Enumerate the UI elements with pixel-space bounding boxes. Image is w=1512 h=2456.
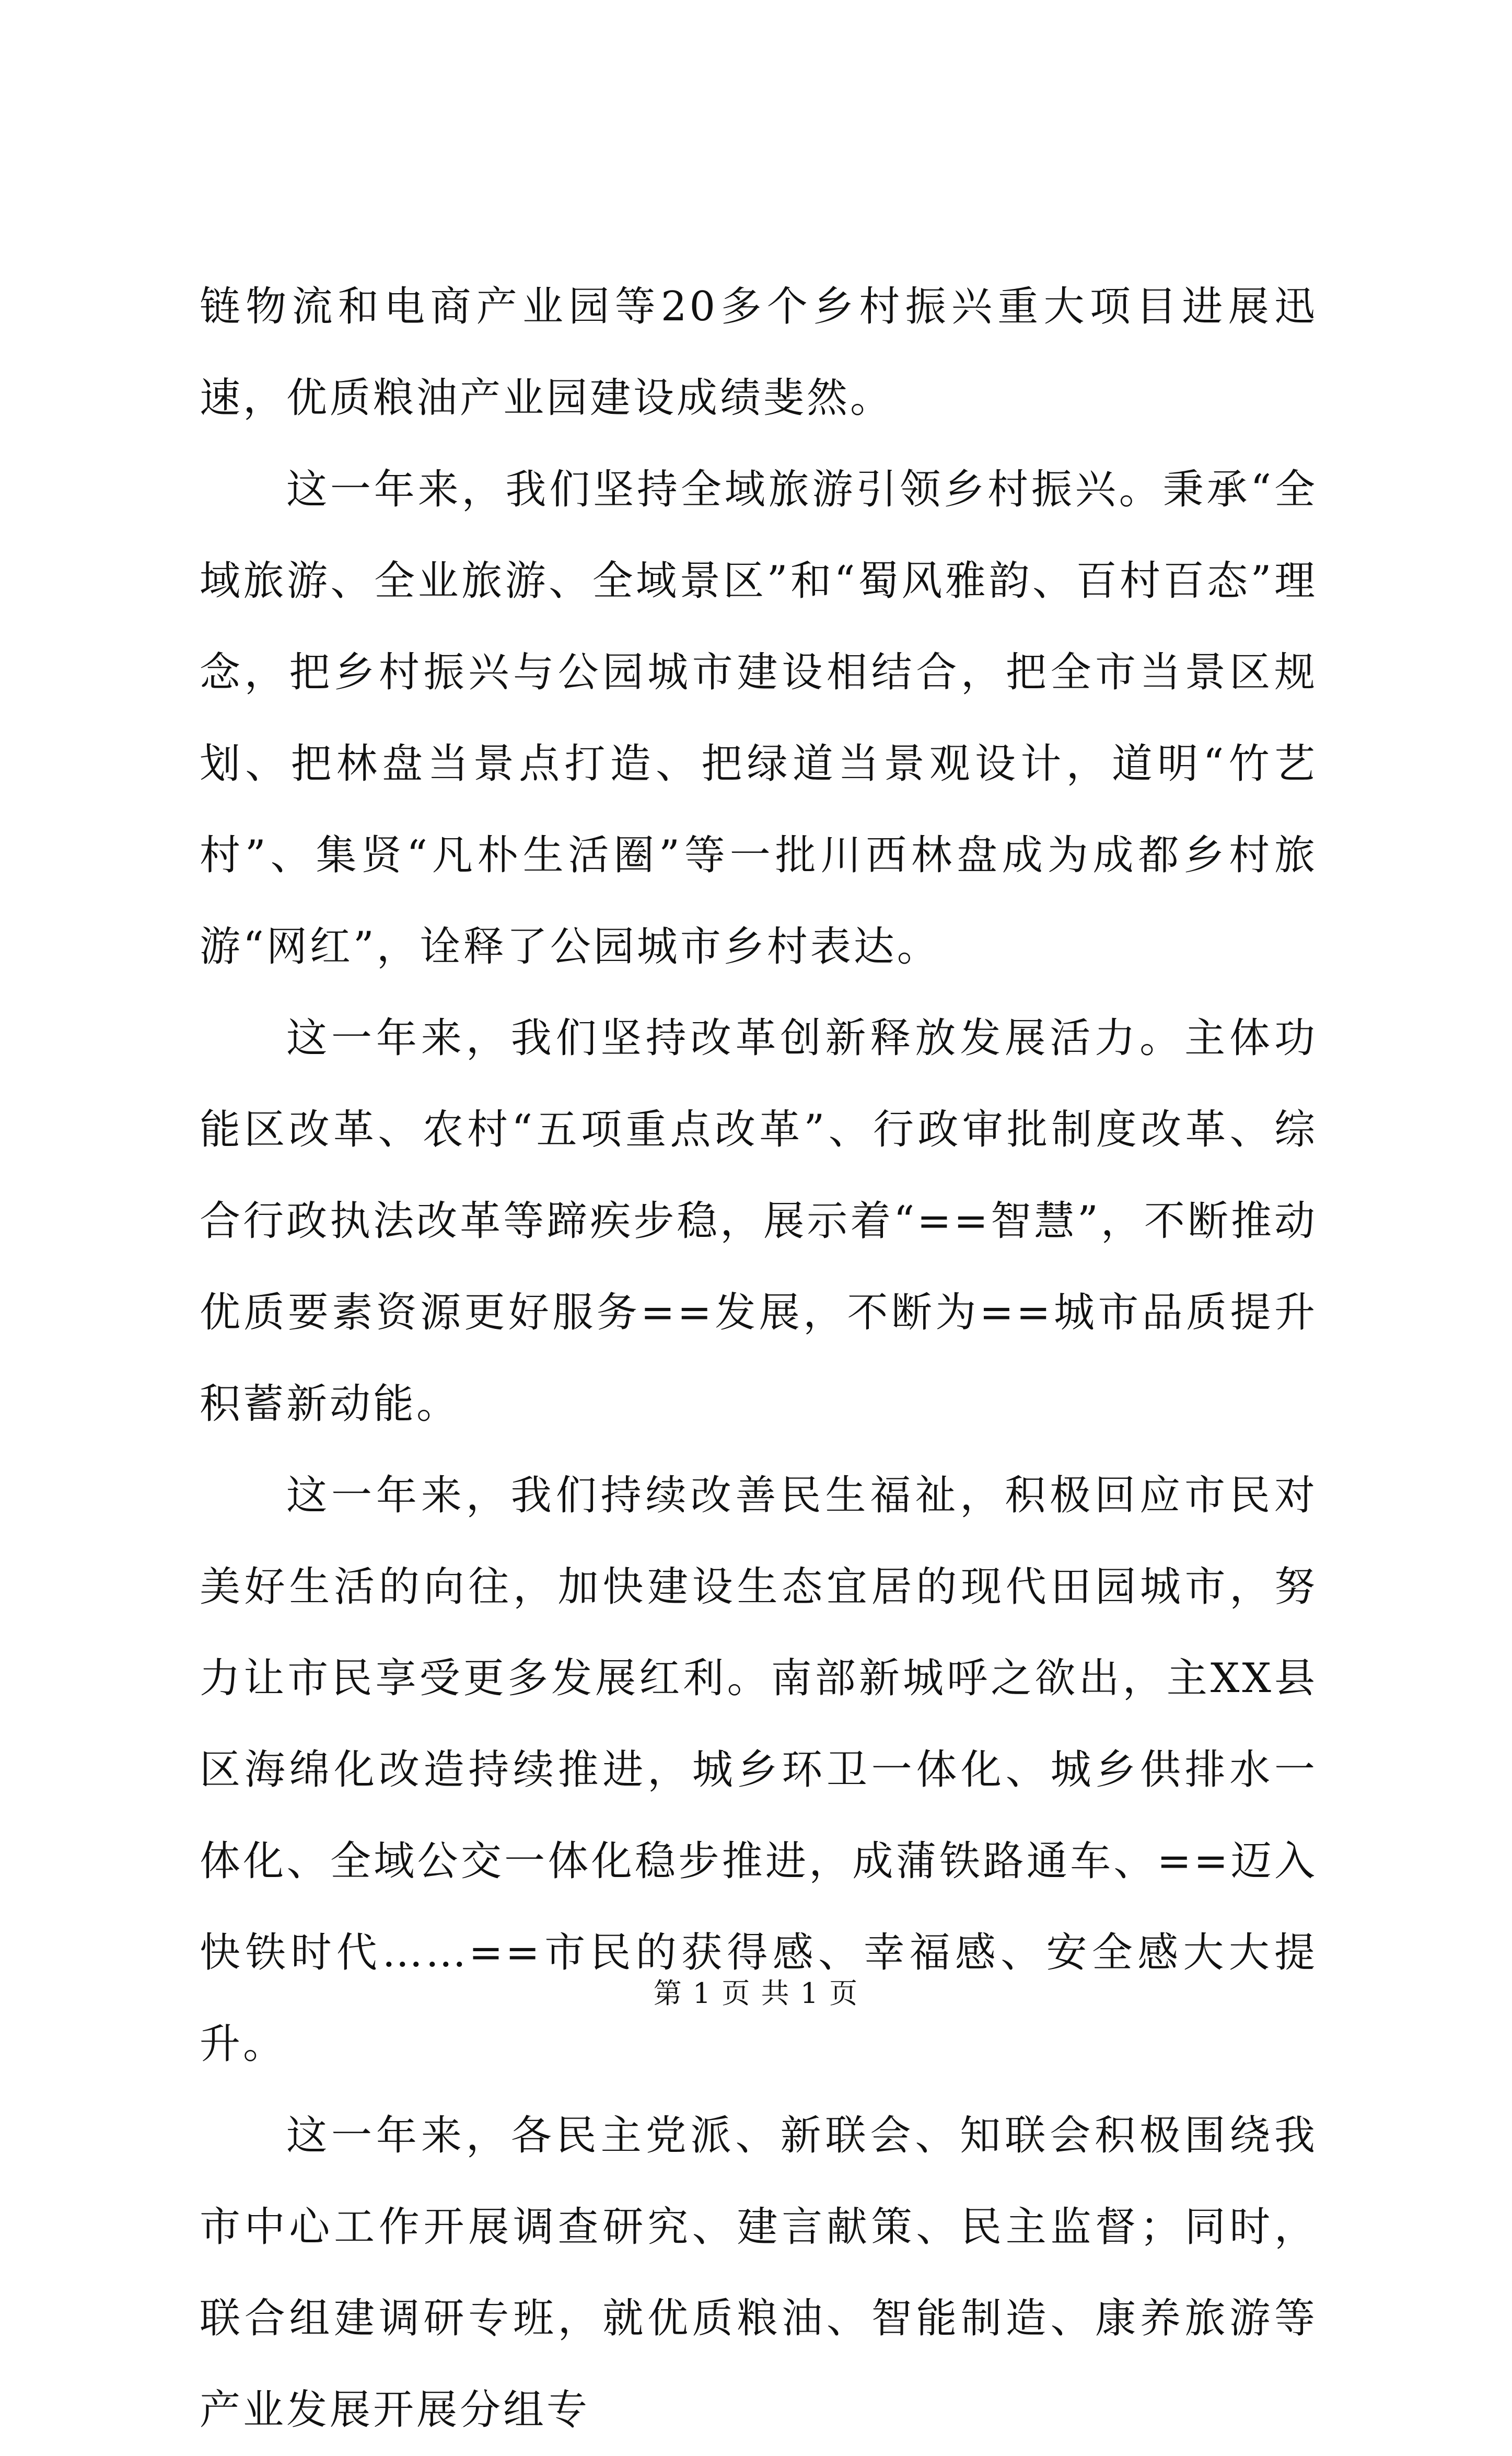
document-body	[200, 261, 1318, 2456]
paragraph-4: 这一年来，我们持续改善民生福祉，积极回应市民对美好生活的向往，加快建设生态宜居的现代田园城市，努力让市民享受更多发展红利。南部新城呼之欲出，主XX县区海绵化改造持续推进，城乡环卫一体化、城乡供排水一体化、全域公交一体化稳步推进，成蒲铁路通车、==迈入快铁时代……==市民的获得感、幸福感、安全感大大提升。	[200, 1472, 1318, 2068]
page-number-footer: 第 1 页 共 1 页	[653, 1977, 859, 2010]
paragraph-5: 这一年来，各民主党派、新联会、知联会积极围绕我市中心工作开展调查研究、建言献策、民主监督；同时，联合组建调研专班，就优质粮油、智能制造、康养旅游等产业发展开展分组专	[200, 2112, 1318, 2434]
paragraph-2: 这一年来，我们坚持全域旅游引领乡村振兴。秉承“全域旅游、全业旅游、全域景区”和“蜀风雅韵、百村百态”理念，把乡村振兴与公园城市建设相结合，把全市当景区规划、把林盘当景点打造、把绿道当景观设计，道明“竹艺村”、集贤“凡朴生活圈”等一批川西林盘成为成都乡村旅游“网红”，诠释了公园城市乡村表达。	[200, 466, 1318, 970]
paragraph-1: 链物流和电商产业园等20多个乡村振兴重大项目进展迅速，优质粮油产业园建设成绩斐然。	[200, 283, 1318, 422]
paragraph-3: 这一年来，我们坚持改革创新释放发展活力。主体功能区改革、农村“五项重点改革”、行政审批制度改革、综合行政执法改革等蹄疾步稳，展示着“==智慧”，不断推动优质要素资源更好服务==发展，不断为==城市品质提升积蓄新动能。	[200, 1015, 1318, 1428]
